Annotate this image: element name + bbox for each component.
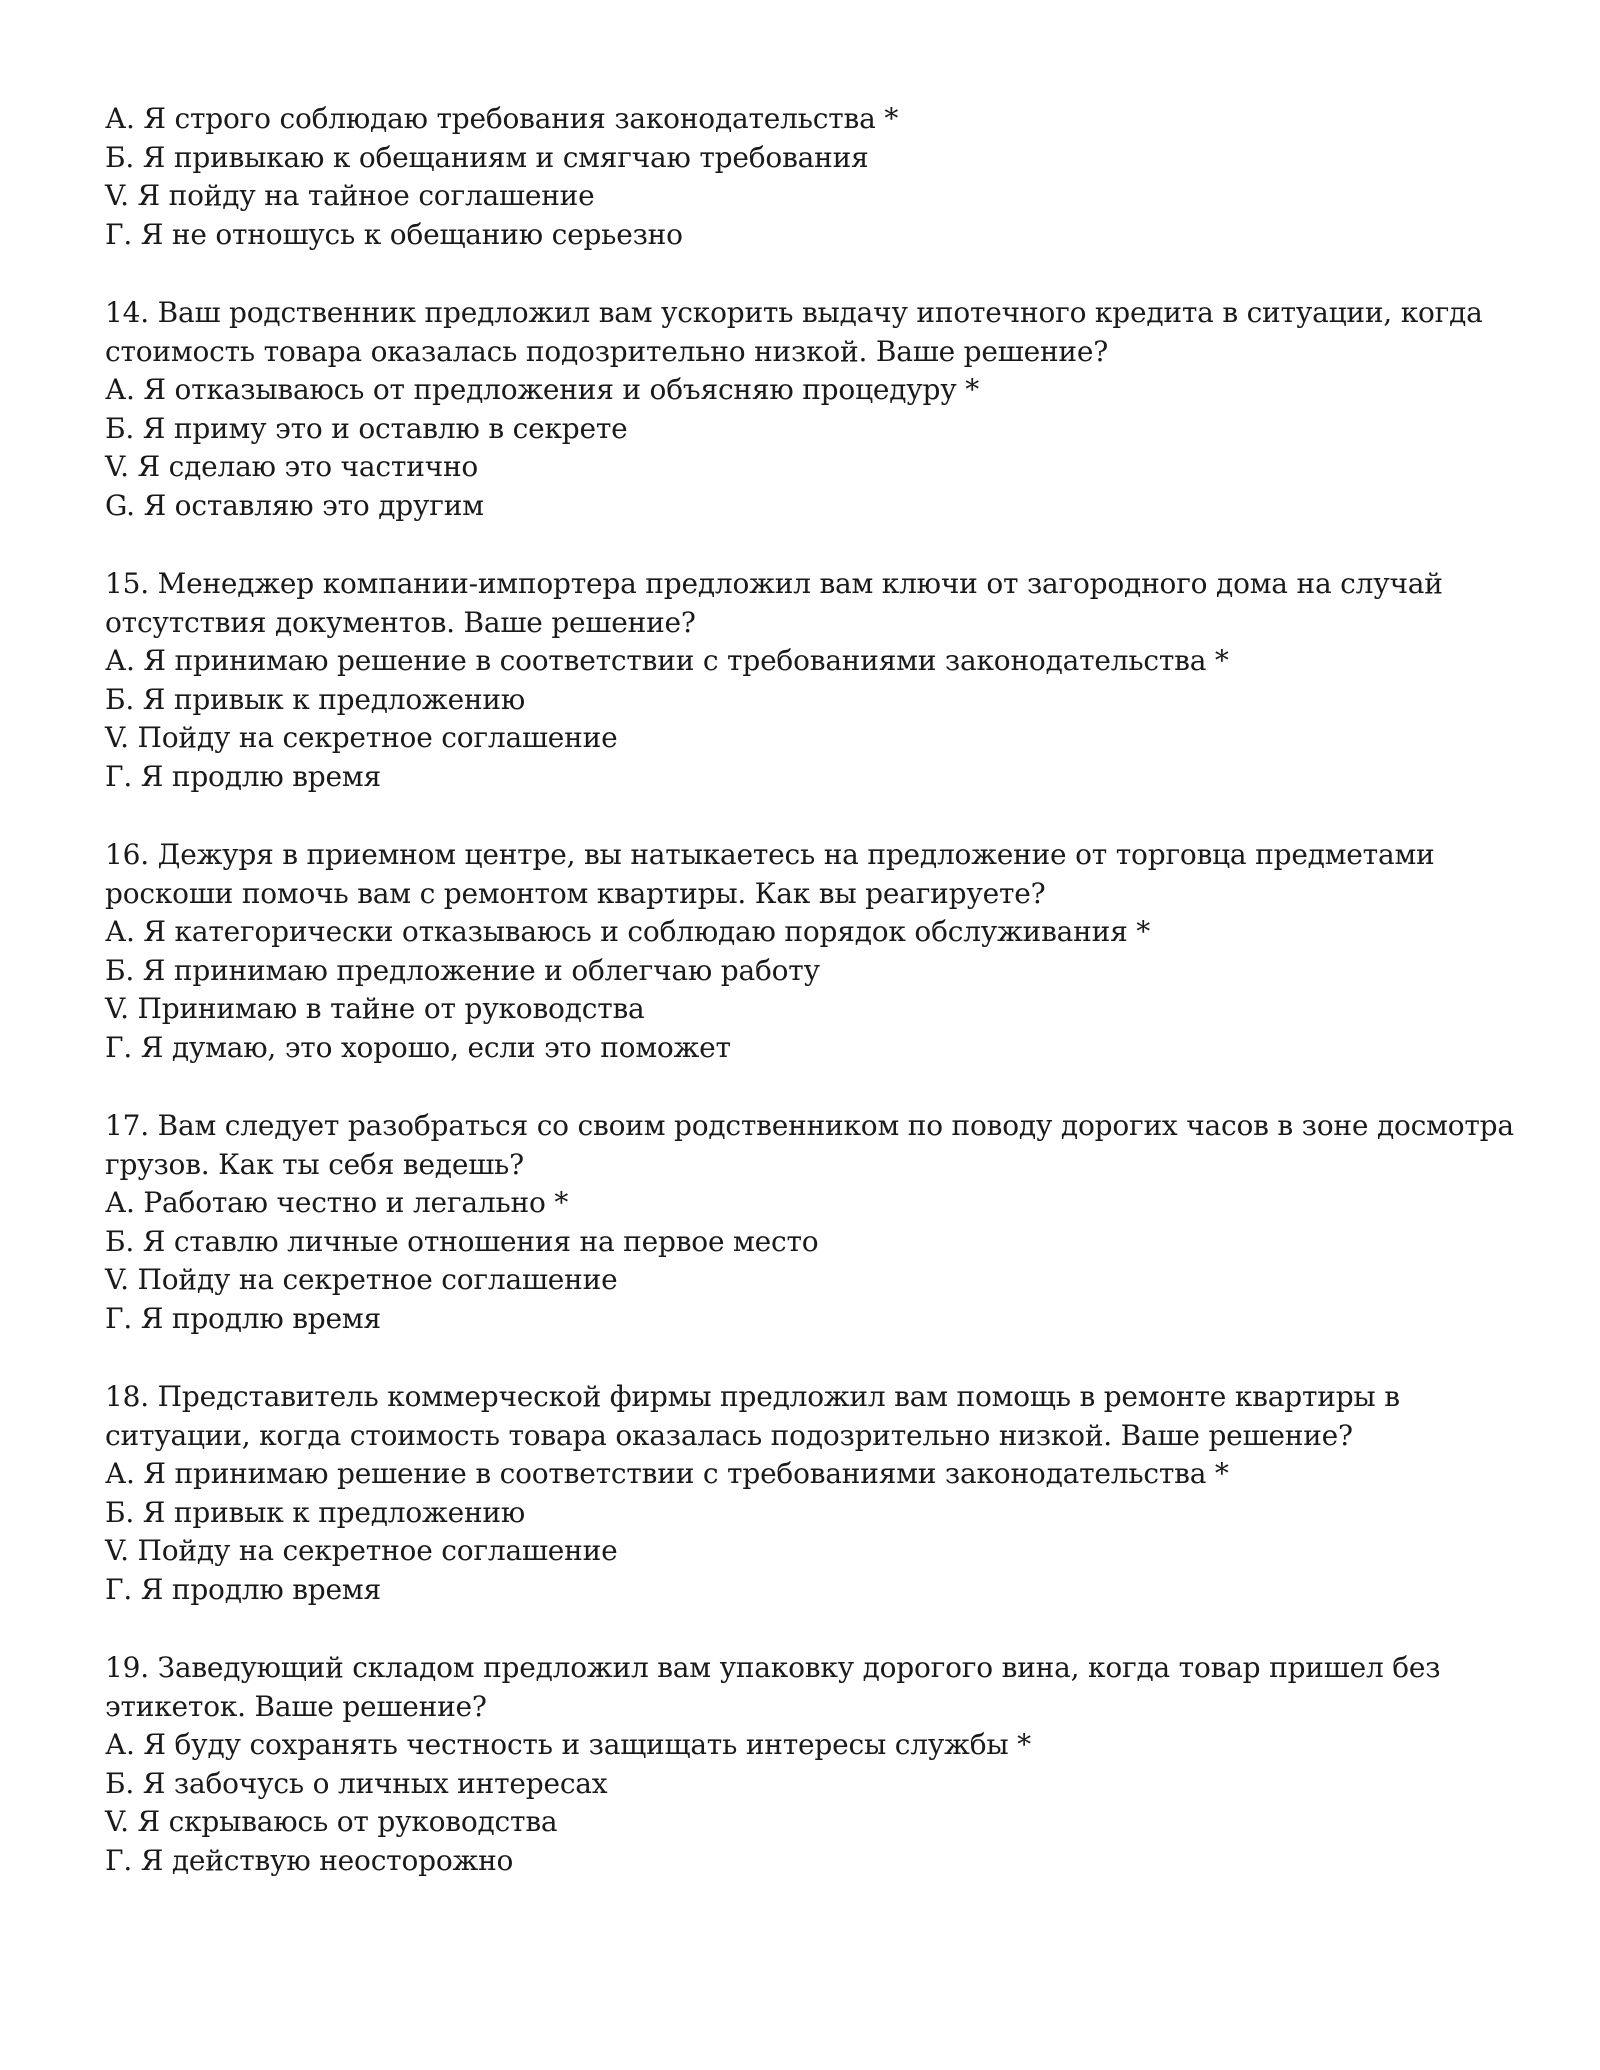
- answer-option: Б. Я привык к предложению: [105, 1495, 526, 1529]
- answer-option: Б. Я привык к предложению: [105, 682, 526, 716]
- answer-option: V. Пойду на секретное соглашение: [105, 1534, 618, 1567]
- answer-option: V. Я сделаю это частично: [105, 450, 479, 483]
- answer-option: V. Пойду на секретное соглашение: [105, 1263, 618, 1296]
- question-text: роскоши помочь вам с ремонтом квартиры. Как вы реагируете?: [105, 876, 1046, 910]
- question-16: [105, 836, 1525, 1067]
- answer-option: V. Я пойду на тайное соглашение: [105, 179, 595, 212]
- answer-option: Г. Я не отношусь к обещанию серьезно: [105, 217, 683, 251]
- question-text: грузов. Как ты себя ведешь?: [105, 1147, 524, 1181]
- question-text: отсутствия документов. Ваше решение?: [105, 605, 696, 639]
- answer-option: Б. Я ставлю личные отношения на первое место: [105, 1224, 819, 1258]
- answer-option: А. Я принимаю решение в соответствии с требованиями законодательства *: [105, 1457, 1229, 1490]
- question-text: 17. Вам следует разобраться со своим родственником по поводу дорогих часов в зоне досмотра: [105, 1109, 1514, 1142]
- document-page: [105, 100, 1525, 1920]
- answer-option: А. Я отказываюсь от предложения и объясняю процедуру *: [105, 373, 980, 406]
- answer-option: V. Пойду на секретное соглашение: [105, 721, 618, 754]
- question-text: стоимость товара оказалась подозрительно низкой. Ваше решение?: [105, 334, 1109, 368]
- answer-option: Б. Я принимаю предложение и облегчаю работу: [105, 953, 820, 987]
- answer-option: V. Я скрываюсь от руководства: [105, 1805, 558, 1838]
- answer-option: Г. Я продлю время: [105, 1572, 381, 1606]
- answer-option: Г. Я думаю, это хорошо, если это поможет: [105, 1030, 731, 1064]
- question-text: 19. Заведующий складом предложил вам упаковку дорогого вина, когда товар пришел без: [105, 1651, 1441, 1684]
- answer-option: V. Принимаю в тайне от руководства: [105, 992, 645, 1025]
- answer-option: Б. Я забочусь о личных интересах: [105, 1766, 608, 1800]
- question-text: 15. Менеджер компании-импортера предложил вам ключи от загородного дома на случай: [105, 567, 1443, 600]
- question-18: [105, 1378, 1525, 1609]
- question-text: 16. Дежуря в приемном центре, вы натыкаетесь на предложение от торговца предметами: [105, 838, 1435, 871]
- answer-option: G. Я оставляю это другим: [105, 488, 484, 522]
- answer-option: А. Я категорически отказываюсь и соблюдаю порядок обслуживания *: [105, 915, 1151, 948]
- question-text: 18. Представитель коммерческой фирмы предложил вам помощь в ремонте квартиры в: [105, 1380, 1400, 1413]
- answer-option: Б. Я привыкаю к обещаниям и смягчаю требования: [105, 140, 869, 174]
- question-17: [105, 1107, 1525, 1338]
- question-14: [105, 294, 1525, 525]
- answer-option: Б. Я приму это и оставлю в секрете: [105, 411, 628, 445]
- question-text: этикеток. Ваше решение?: [105, 1689, 487, 1723]
- question-text: ситуации, когда стоимость товара оказалась подозрительно низкой. Ваше решение?: [105, 1418, 1353, 1452]
- answer-option: А. Работаю честно и легально *: [105, 1186, 569, 1219]
- answer-option: А. Я буду сохранять честность и защищать интересы службы *: [105, 1728, 1031, 1761]
- intro-options-block: [105, 100, 1525, 254]
- answer-option: Г. Я продлю время: [105, 759, 381, 793]
- answer-option: Г. Я продлю время: [105, 1301, 381, 1335]
- answer-option: Г. Я действую неосторожно: [105, 1843, 514, 1877]
- question-text: 14. Ваш родственник предложил вам ускорить выдачу ипотечного кредита в ситуации, когда: [105, 296, 1483, 329]
- question-15: [105, 565, 1525, 796]
- question-19: [105, 1649, 1525, 1880]
- answer-option: А. Я принимаю решение в соответствии с требованиями законодательства *: [105, 644, 1229, 677]
- answer-option: А. Я строго соблюдаю требования законодательства *: [105, 102, 899, 135]
